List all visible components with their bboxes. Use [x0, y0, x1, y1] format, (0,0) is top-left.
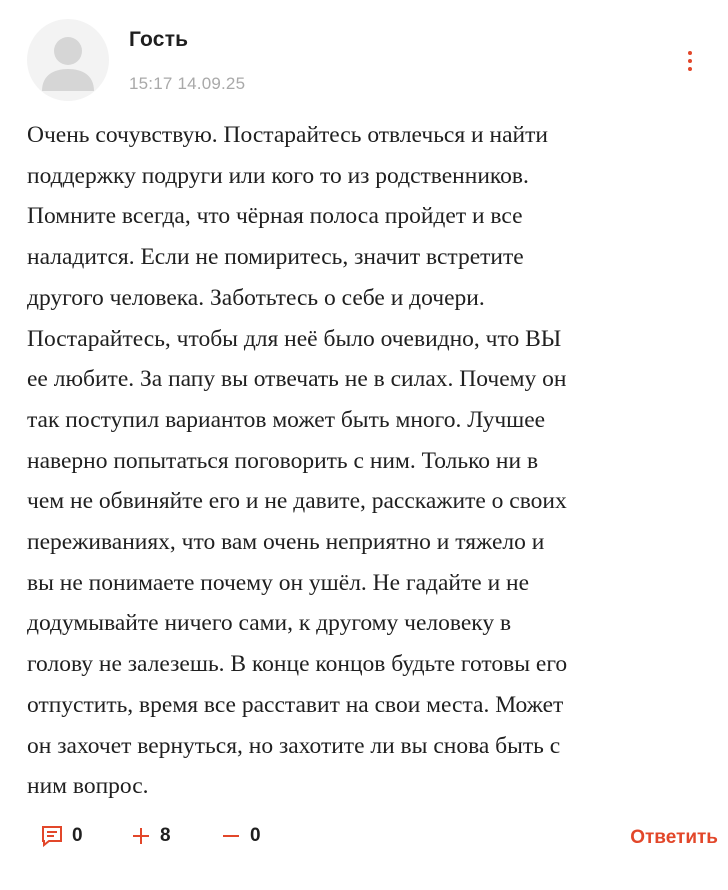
menu-dot [688, 67, 692, 71]
comment-line: наладится. Если не помиритесь, значит встретите [27, 244, 524, 271]
comment-line: Постарайтесь, чтобы для неё было очевидно, что ВЫ [27, 325, 562, 352]
reply-button[interactable]: Ответить [630, 827, 718, 848]
comment-line: наверно попытаться поговорить с ним. Только ни в [27, 447, 539, 474]
comment-line: ее любите. За папу вы отвечать не в силах. Почему он [27, 366, 567, 393]
menu-dot [688, 59, 692, 63]
plus-icon [130, 824, 152, 848]
upvote-count: 8 [160, 825, 171, 846]
comment-footer [0, 820, 728, 860]
comment-line: Помните всегда, что чёрная полоса пройдет и все [27, 203, 523, 230]
comment-line: другого человека. Заботьтесь о себе и дочери. [27, 284, 485, 311]
comment-line: он захочет вернуться, но захотите ли вы снова быть с [27, 732, 561, 759]
comment-line: ним вопрос. [27, 773, 149, 800]
replies-button[interactable] [40, 824, 83, 848]
comment-line: голову не залезешь. В конце концов будьте готовы его [27, 651, 568, 678]
comment-body [27, 115, 722, 807]
minus-icon [220, 824, 242, 848]
upvote-button[interactable] [130, 824, 171, 848]
menu-dot [688, 51, 692, 55]
user-placeholder-icon [27, 19, 109, 101]
comment-line: додумывайте ничего сами, к другому человеку в [27, 610, 512, 637]
replies-count: 0 [72, 825, 83, 846]
more-vertical-icon[interactable] [681, 51, 699, 71]
comment-line: отпустить, время все расставит на свои места. Может [27, 691, 564, 718]
comment-line: чем не обвиняйте его и не давите, расскажите о своих [27, 488, 567, 515]
downvote-button[interactable] [220, 824, 261, 848]
comment-timestamp: 15:17 14.09.25 [129, 74, 246, 93]
comment-line: Очень сочувствую. Постарайтесь отвлечься и найти [27, 122, 548, 148]
comment-line: так поступил вариантов может быть много. Лучшее [27, 406, 546, 433]
comment-line: вы не понимаете почему он ушёл. Не гадайте и не [27, 569, 530, 596]
comment-line: поддержку подруги или кого то из родственников. [27, 162, 529, 189]
author-name[interactable]: Гость [129, 28, 189, 51]
comment-icon [40, 824, 64, 848]
downvote-count: 0 [250, 825, 261, 846]
avatar[interactable] [27, 19, 109, 101]
comment-line: переживаниях, что вам очень неприятно и тяжело и [27, 529, 545, 556]
